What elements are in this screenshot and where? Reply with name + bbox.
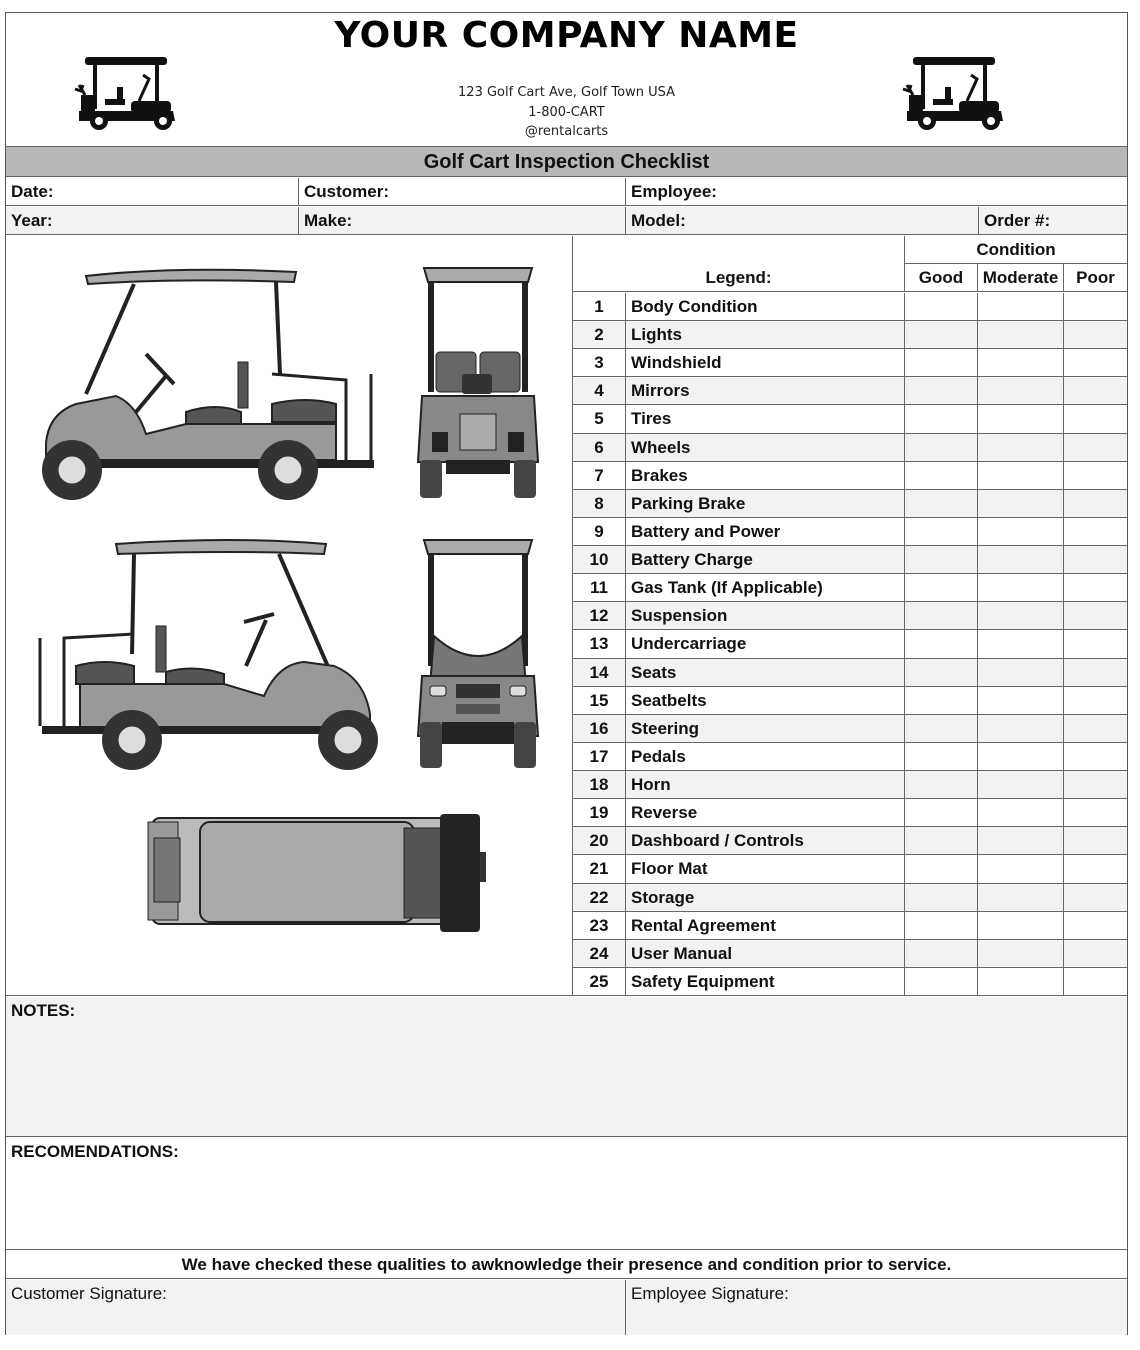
- item-name: Seats: [625, 659, 904, 686]
- moderate-cell[interactable]: [977, 602, 1063, 629]
- good-cell[interactable]: [904, 968, 977, 995]
- model-field[interactable]: Model:: [626, 207, 979, 235]
- moderate-cell[interactable]: [977, 574, 1063, 601]
- checklist-row: [573, 799, 1127, 827]
- good-cell[interactable]: [904, 602, 977, 629]
- item-name: Lights: [625, 321, 904, 348]
- moderate-cell[interactable]: [977, 940, 1063, 967]
- make-field[interactable]: Make:: [299, 207, 626, 235]
- recommendations-label: RECOMENDATIONS:: [11, 1142, 179, 1161]
- notes-label: NOTES:: [11, 1001, 76, 1020]
- item-number: 16: [589, 718, 609, 738]
- item-name: Suspension: [625, 602, 904, 629]
- item-name: Seatbelts: [625, 687, 904, 714]
- good-cell[interactable]: [904, 912, 977, 939]
- item-name: Storage: [625, 884, 904, 911]
- checklist-row: [573, 574, 1127, 602]
- checklist-row: [573, 743, 1127, 771]
- item-number: 5: [594, 409, 604, 429]
- cart-diagrams: [6, 236, 573, 996]
- item-name: Floor Mat: [625, 855, 904, 882]
- moderate-cell[interactable]: [977, 546, 1063, 573]
- checklist-row: [573, 884, 1127, 912]
- moderate-cell[interactable]: [977, 405, 1063, 432]
- poor-cell[interactable]: [1063, 687, 1127, 714]
- checklist-row: [573, 771, 1127, 799]
- item-number: 13: [589, 634, 609, 654]
- company-social: @rentalcarts: [524, 124, 609, 139]
- cart-rear-view[interactable]: [416, 264, 541, 500]
- item-name: Mirrors: [625, 377, 904, 404]
- moderate-cell[interactable]: [977, 771, 1063, 798]
- moderate-cell[interactable]: [977, 912, 1063, 939]
- moderate-cell[interactable]: [977, 687, 1063, 714]
- checklist-title: Golf Cart Inspection Checklist: [6, 146, 1127, 177]
- moderate-cell[interactable]: [977, 855, 1063, 882]
- moderate-cell[interactable]: [977, 462, 1063, 489]
- good-cell[interactable]: [904, 799, 977, 826]
- cart-front-view[interactable]: [416, 536, 541, 772]
- item-number: 12: [589, 606, 609, 626]
- checklist-row: [573, 462, 1127, 490]
- moderate-cell[interactable]: [977, 293, 1063, 320]
- moderate-header: Moderate: [977, 264, 1063, 292]
- item-name: Horn: [625, 771, 904, 798]
- moderate-cell[interactable]: [977, 490, 1063, 517]
- item-name: Pedals: [625, 743, 904, 770]
- employee-signature-label: Employee Signature:: [631, 1284, 789, 1303]
- item-number: 7: [594, 465, 604, 485]
- checklist-items: [573, 293, 1127, 996]
- cart-left-side-view[interactable]: [36, 264, 381, 504]
- poor-cell[interactable]: [1063, 321, 1127, 348]
- item-number: 19: [589, 803, 609, 823]
- good-cell[interactable]: [904, 855, 977, 882]
- item-name: User Manual: [625, 940, 904, 967]
- customer-signature-field[interactable]: [6, 1280, 626, 1335]
- customer-signature-label: Customer Signature:: [11, 1284, 167, 1303]
- checklist-row: [573, 968, 1127, 996]
- moderate-cell[interactable]: [977, 799, 1063, 826]
- item-name: Battery Charge: [625, 546, 904, 573]
- good-cell[interactable]: [904, 405, 977, 432]
- moderate-cell[interactable]: [977, 630, 1063, 657]
- good-cell[interactable]: [904, 462, 977, 489]
- good-cell[interactable]: [904, 490, 977, 517]
- poor-cell[interactable]: [1063, 630, 1127, 657]
- good-cell[interactable]: [904, 715, 977, 742]
- good-cell[interactable]: [904, 321, 977, 348]
- item-number: 24: [589, 943, 609, 963]
- checklist-row: [573, 518, 1127, 546]
- good-cell[interactable]: [904, 630, 977, 657]
- item-name: Tires: [625, 405, 904, 432]
- good-cell[interactable]: [904, 771, 977, 798]
- good-cell[interactable]: [904, 743, 977, 770]
- item-number: 21: [589, 859, 609, 879]
- employee-field[interactable]: Employee:: [631, 182, 717, 201]
- poor-cell[interactable]: [1063, 602, 1127, 629]
- item-name: Reverse: [625, 799, 904, 826]
- item-number: 15: [589, 690, 609, 710]
- item-name: Wheels: [625, 434, 904, 461]
- employee-signature-field[interactable]: [626, 1280, 1127, 1335]
- moderate-cell[interactable]: [977, 377, 1063, 404]
- poor-cell[interactable]: [1063, 293, 1127, 320]
- cart-top-view[interactable]: [144, 808, 494, 938]
- item-number: 17: [589, 746, 609, 766]
- poor-cell[interactable]: [1063, 827, 1127, 854]
- item-name: Dashboard / Controls: [625, 827, 904, 854]
- checklist-header-row: [573, 264, 1127, 292]
- checklist-row: [573, 434, 1127, 462]
- item-number: 14: [589, 662, 609, 682]
- condition-header: Condition: [904, 236, 1127, 264]
- item-number: 4: [594, 381, 604, 401]
- item-name: Windshield: [625, 349, 904, 376]
- item-number: 25: [589, 971, 609, 991]
- moderate-cell[interactable]: [977, 884, 1063, 911]
- checklist-row: [573, 377, 1127, 405]
- poor-cell[interactable]: [1063, 715, 1127, 742]
- good-cell[interactable]: [904, 546, 977, 573]
- good-cell[interactable]: [904, 293, 977, 320]
- moderate-cell[interactable]: [977, 434, 1063, 461]
- info-row-1: [6, 178, 1127, 206]
- golf-cart-icon: [899, 55, 1009, 131]
- item-number: 8: [594, 493, 604, 513]
- checklist-row: [573, 827, 1127, 855]
- checklist-row: [573, 659, 1127, 687]
- checklist-row: [573, 912, 1127, 940]
- poor-cell[interactable]: [1063, 518, 1127, 545]
- company-address: 123 Golf Cart Ave, Golf Town USA: [458, 85, 675, 100]
- poor-cell[interactable]: [1063, 855, 1127, 882]
- checklist-row: [573, 405, 1127, 433]
- item-number: 11: [590, 578, 608, 598]
- item-name: Steering: [625, 715, 904, 742]
- poor-cell[interactable]: [1063, 462, 1127, 489]
- poor-cell[interactable]: [1063, 659, 1127, 686]
- checklist-row: [573, 855, 1127, 883]
- item-number: 20: [589, 831, 609, 851]
- good-cell[interactable]: [904, 518, 977, 545]
- poor-cell[interactable]: [1063, 490, 1127, 517]
- good-cell[interactable]: [904, 940, 977, 967]
- year-field[interactable]: Year:: [6, 207, 299, 235]
- item-name: Parking Brake: [625, 490, 904, 517]
- poor-cell[interactable]: [1063, 377, 1127, 404]
- poor-cell[interactable]: [1063, 405, 1127, 432]
- company-name: YOUR COMPANY NAME: [334, 15, 799, 56]
- item-number: 1: [594, 297, 604, 316]
- poor-cell[interactable]: [1063, 743, 1127, 770]
- poor-cell[interactable]: [1063, 434, 1127, 461]
- moderate-cell[interactable]: [977, 659, 1063, 686]
- acknowledgement-text: We have checked these qualities to awknowledge their presence and condition prior to service.: [6, 1251, 1127, 1279]
- item-number: 23: [589, 915, 609, 935]
- good-cell[interactable]: [904, 574, 977, 601]
- moderate-cell[interactable]: [977, 321, 1063, 348]
- moderate-cell[interactable]: [977, 715, 1063, 742]
- moderate-cell[interactable]: [977, 743, 1063, 770]
- good-cell[interactable]: [904, 687, 977, 714]
- item-number: 2: [594, 325, 604, 345]
- date-field[interactable]: Date:: [6, 178, 299, 206]
- item-number: 18: [589, 775, 609, 795]
- good-cell[interactable]: [904, 884, 977, 911]
- poor-cell[interactable]: [1063, 349, 1127, 376]
- poor-cell[interactable]: [1063, 771, 1127, 798]
- cart-right-side-view[interactable]: [34, 534, 379, 774]
- moderate-cell[interactable]: [977, 827, 1063, 854]
- poor-cell[interactable]: [1063, 940, 1127, 967]
- poor-cell[interactable]: [1063, 912, 1127, 939]
- company-phone: 1-800-CART: [528, 104, 605, 120]
- good-cell[interactable]: [904, 349, 977, 376]
- good-header: Good: [904, 264, 977, 292]
- legend-header: Legend:: [705, 268, 772, 287]
- item-name: Rental Agreement: [625, 912, 904, 939]
- checklist-row: [573, 321, 1127, 349]
- customer-field[interactable]: Customer:: [299, 178, 626, 206]
- item-number: 22: [589, 887, 609, 907]
- checklist-row: [573, 546, 1127, 574]
- notes-box[interactable]: [6, 997, 1127, 1137]
- poor-cell[interactable]: [1063, 574, 1127, 601]
- poor-cell[interactable]: [1063, 799, 1127, 826]
- item-name: Undercarriage: [625, 630, 904, 657]
- checklist-row: [573, 687, 1127, 715]
- item-number: 10: [589, 550, 609, 570]
- poor-cell[interactable]: [1063, 884, 1127, 911]
- item-name: Safety Equipment: [625, 968, 904, 995]
- poor-cell[interactable]: [1063, 968, 1127, 995]
- inspection-body: [6, 236, 1127, 996]
- header: [6, 13, 1127, 145]
- good-cell[interactable]: [904, 377, 977, 404]
- inspection-checklist: [573, 236, 1127, 996]
- order-number-field[interactable]: Order #:: [984, 211, 1051, 230]
- moderate-cell[interactable]: [977, 518, 1063, 545]
- poor-cell[interactable]: [1063, 546, 1127, 573]
- inspection-sheet: [5, 12, 1128, 1335]
- item-name: Body Condition: [625, 293, 904, 320]
- poor-header: Poor: [1063, 264, 1127, 292]
- item-name: Gas Tank (If Applicable): [625, 574, 904, 601]
- good-cell[interactable]: [904, 827, 977, 854]
- info-row-2: [6, 207, 1127, 235]
- checklist-row: [573, 630, 1127, 658]
- good-cell[interactable]: [904, 434, 977, 461]
- good-cell[interactable]: [904, 659, 977, 686]
- checklist-row: [573, 293, 1127, 321]
- recommendations-box[interactable]: [6, 1138, 1127, 1250]
- checklist-row: [573, 715, 1127, 743]
- item-number: 6: [594, 437, 604, 457]
- item-name: Battery and Power: [625, 518, 904, 545]
- item-name: Brakes: [625, 462, 904, 489]
- item-number: 3: [594, 353, 604, 373]
- checklist-row: [573, 490, 1127, 518]
- checklist-row: [573, 602, 1127, 630]
- checklist-row: [573, 349, 1127, 377]
- item-number: 9: [594, 521, 604, 541]
- moderate-cell[interactable]: [977, 968, 1063, 995]
- checklist-row: [573, 940, 1127, 968]
- moderate-cell[interactable]: [977, 349, 1063, 376]
